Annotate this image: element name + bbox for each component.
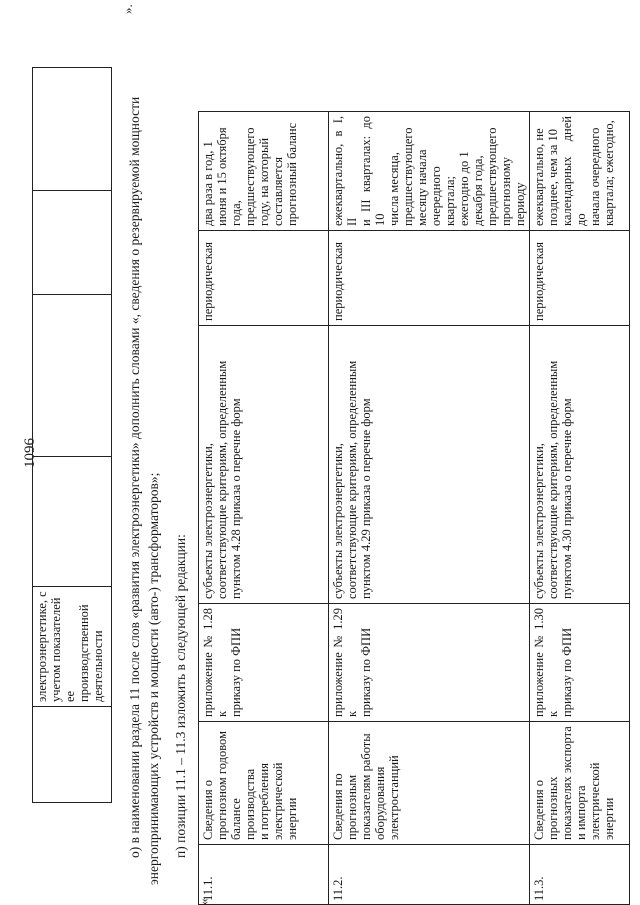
- row-deadline-line: ежегодно до 1: [457, 151, 471, 226]
- top-cell-6: [33, 68, 112, 191]
- top-cell-1: [33, 707, 112, 803]
- row-periodicity-line: периодическая: [331, 242, 345, 321]
- row-number: [530, 845, 630, 905]
- row-number: [199, 845, 329, 905]
- row-number-line: 11.3.: [532, 876, 546, 901]
- row-name-line: электрической энергии: [588, 762, 616, 840]
- row-form-line: приложение № 1.30 к: [532, 608, 560, 717]
- page-number: 1096: [22, 438, 38, 468]
- row-name-line: электростанций: [387, 755, 401, 840]
- paragraph-o-line1: о) в наименовании раздела 11 после слов «развития электроэнергетики» дополнить словами «, сведения о резервируемой мощности: [127, 96, 142, 858]
- top-cell-4: [33, 295, 112, 457]
- row-number-line: 11.1.: [201, 876, 215, 901]
- row-deadline-line: прогнозному периоду: [499, 156, 527, 226]
- row-name-line: показателях экспорта: [560, 726, 574, 840]
- row-name-line: оборудования: [373, 766, 387, 840]
- row-deadline-line: предшествующего: [485, 127, 499, 226]
- row-name: [530, 722, 630, 845]
- row-form-line: приказу по ФПИ: [359, 627, 373, 717]
- row-name-line: и импорта: [574, 785, 588, 840]
- row-name-line: прогнозных: [546, 776, 560, 840]
- top-cell-3: [33, 457, 112, 587]
- row-subjects-line: субъекты электроэнергетики,: [201, 443, 215, 599]
- previous-table-fragment: [32, 67, 112, 803]
- row-deadline-line: декабря года,: [471, 155, 485, 226]
- row-deadline-line: квартала; ежегодно,: [602, 120, 616, 226]
- row-deadline-line: ежеквартально, не: [532, 128, 546, 226]
- row-name: [199, 722, 329, 845]
- row-deadline: [329, 112, 530, 231]
- row-name-line: прогнозным: [345, 774, 359, 840]
- row-deadline-line: составляется: [271, 156, 285, 226]
- row-deadline-line: числа месяца,: [387, 152, 401, 226]
- row-name-line: Сведения о: [532, 780, 546, 840]
- row-form-line: приказу по ФПИ: [560, 627, 574, 717]
- paragraph-o-line2: энергопринимающих устройств и мощности (авто-) трансформаторов»;: [146, 472, 161, 885]
- row-deadline-line: позднее, чем за 10: [546, 128, 560, 226]
- row-name-line: Сведения по: [331, 773, 345, 840]
- row-subjects-line: пунктом 4.30 приказа о перечне форм: [560, 398, 574, 599]
- row-periodicity-line: периодическая: [532, 242, 546, 321]
- top-cell-2: [33, 587, 112, 707]
- row-periodicity: [329, 231, 530, 326]
- row-subjects-line: соответствующие критериям, определенным: [345, 360, 359, 599]
- row-subjects-line: пунктом 4.28 приказа о перечне форм: [229, 398, 243, 599]
- row-number: [329, 845, 530, 905]
- row-deadline-line: два раза в год, 1: [201, 141, 215, 226]
- closing-quote: ».: [120, 4, 135, 14]
- row-periodicity: [530, 231, 630, 326]
- row-subjects-line: соответствующие критериям, определенным: [215, 360, 229, 599]
- row-name-line: прогнозном годовом: [215, 731, 229, 840]
- row-name: [329, 722, 530, 845]
- row-subjects: [329, 326, 530, 604]
- table-row: [199, 112, 329, 905]
- row-form: [530, 604, 630, 722]
- top-cell-2-line: учетом показателей ее: [49, 597, 77, 702]
- top-cell-2-line: деятельности: [91, 630, 105, 702]
- row-deadline-line: июня и 15 октября: [215, 127, 229, 226]
- row-deadline: [199, 112, 329, 231]
- top-cell-5: [33, 191, 112, 295]
- row-deadline-line: прогнозный баланс: [285, 122, 299, 226]
- row-deadline-line: году, на который: [257, 137, 271, 226]
- row-subjects-line: соответствующие критериям, определенным: [546, 360, 560, 599]
- row-deadline-line: месяцу начала: [415, 149, 429, 226]
- positions-table: [198, 111, 630, 905]
- row-periodicity-line: периодическая: [201, 242, 215, 321]
- row-deadline-line: ежеквартально, в I, II: [331, 116, 359, 226]
- table-row: [329, 112, 530, 905]
- table-row: [530, 112, 630, 905]
- row-name-line: электрической энергии: [271, 762, 299, 840]
- row-deadline-line: года,: [229, 200, 243, 226]
- row-name-line: и потребления: [257, 763, 271, 840]
- row-periodicity: [199, 231, 329, 326]
- row-form-line: приложение № 1.29 к: [331, 608, 359, 717]
- paragraph-p: п) позиции 11.1 – 11.3 изложить в следующей редакции:: [173, 534, 188, 858]
- row-form: [199, 604, 329, 722]
- row-deadline-line: календарных дней до: [560, 116, 588, 226]
- row-form: [329, 604, 530, 722]
- row-subjects: [199, 326, 329, 604]
- row-deadline-line: начала очередного: [588, 127, 602, 226]
- row-form-line: приложение № 1.28 к: [201, 608, 229, 717]
- row-number-line: 11.2.: [331, 876, 345, 901]
- row-deadline-line: очередного квартала;: [429, 166, 457, 226]
- opening-quote: «: [196, 898, 211, 905]
- row-deadline-line: предшествующего: [243, 127, 257, 226]
- row-name-line: балансе производства: [229, 768, 257, 840]
- row-subjects-line: субъекты электроэнергетики,: [331, 443, 345, 599]
- row-subjects-line: субъекты электроэнергетики,: [532, 443, 546, 599]
- row-name-line: показателям работы: [359, 733, 373, 840]
- row-form-line: приказу по ФПИ: [229, 627, 243, 717]
- row-subjects-line: пунктом 4.29 приказа о перечне форм: [359, 398, 373, 599]
- row-deadline-line: и III кварталах: до 10: [359, 116, 387, 226]
- top-cell-2-line: производственной: [77, 604, 91, 702]
- row-subjects: [530, 326, 630, 604]
- row-deadline: [530, 112, 630, 231]
- top-cell-2-line: электроэнергетике, с: [35, 591, 49, 702]
- row-deadline-line: предшествующего: [401, 127, 415, 226]
- row-name-line: Сведения о: [201, 780, 215, 840]
